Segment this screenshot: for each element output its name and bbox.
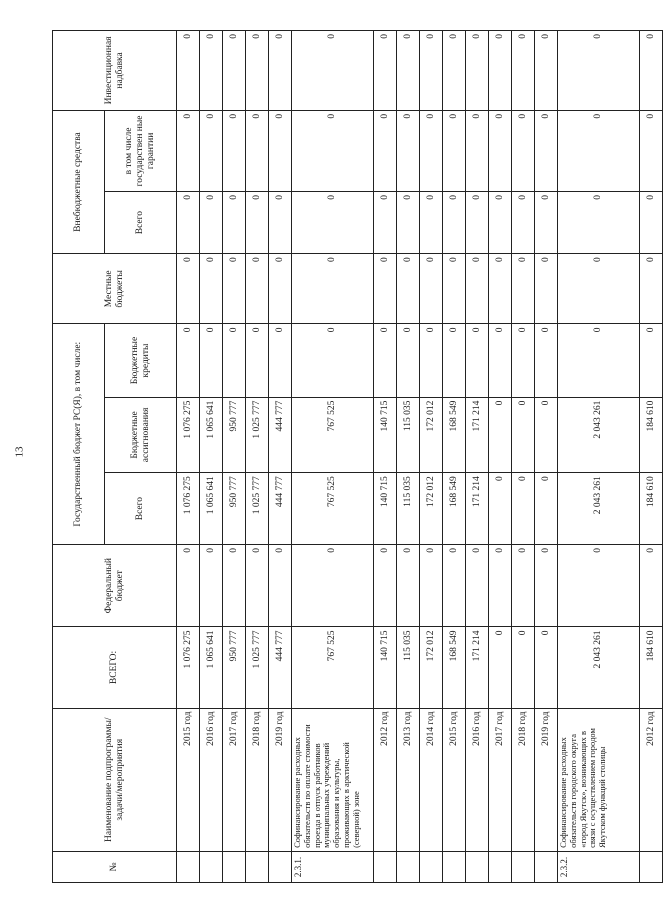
header-state-total: Всего (105, 473, 177, 545)
table-row (443, 31, 466, 883)
cell-state-total: 767 525 (292, 473, 374, 545)
cell-federal: 0 (269, 544, 292, 626)
rotated-page (52, 30, 656, 883)
cell-local: 0 (489, 254, 512, 324)
cell-off-total: 0 (292, 191, 374, 253)
cell-federal: 0 (640, 544, 663, 626)
cell-invest: 0 (269, 31, 292, 111)
cell-federal: 0 (246, 544, 269, 626)
cell-federal: 0 (374, 544, 397, 626)
cell-invest: 0 (489, 31, 512, 111)
cell-assign: 115 035 (397, 397, 420, 473)
row-name: Софинансирование расходных обязательств по оплате стоимости проезда в отпуск работников муниципальных учреждений образования и культуры, проживающих в арктической (северной) зоне (292, 708, 374, 851)
cell-credit: 0 (640, 324, 663, 397)
cell-federal: 0 (512, 544, 535, 626)
row-name: 2015 год (443, 708, 466, 851)
cell-invest: 0 (640, 31, 663, 111)
cell-total: 184 610 (640, 627, 663, 708)
cell-federal: 0 (466, 544, 489, 626)
cell-off-total: 0 (512, 191, 535, 253)
cell-off-guar: 0 (200, 110, 223, 191)
row-name: 2012 год (640, 708, 663, 851)
cell-state-total: 950 777 (223, 473, 246, 545)
header-offbudget-guar: в том числе государствен ные гарантии (105, 110, 177, 191)
header-local: Местные бюджеты (53, 254, 177, 324)
row-number (374, 851, 397, 882)
cell-off-guar: 0 (223, 110, 246, 191)
row-number (512, 851, 535, 882)
cell-credit: 0 (246, 324, 269, 397)
cell-state-total: 172 012 (420, 473, 443, 545)
cell-assign: 184 610 (640, 397, 663, 473)
cell-off-total: 0 (246, 191, 269, 253)
cell-total: 168 549 (443, 627, 466, 708)
cell-federal: 0 (223, 544, 246, 626)
table-header (53, 31, 177, 883)
cell-local: 0 (223, 254, 246, 324)
cell-credit: 0 (374, 324, 397, 397)
table-row (489, 31, 512, 883)
cell-invest: 0 (200, 31, 223, 111)
table-row (177, 31, 200, 883)
row-number: 2.3.1. (292, 851, 374, 882)
row-number (177, 851, 200, 882)
cell-state-total: 115 035 (397, 473, 420, 545)
budget-table (52, 30, 663, 883)
cell-total: 140 715 (374, 627, 397, 708)
cell-assign: 168 549 (443, 397, 466, 473)
cell-off-guar: 0 (558, 110, 640, 191)
cell-off-total: 0 (269, 191, 292, 253)
table-row (200, 31, 223, 883)
cell-credit: 0 (200, 324, 223, 397)
cell-local: 0 (292, 254, 374, 324)
cell-off-total: 0 (374, 191, 397, 253)
header-state: Государственный бюджет РС(Я), в том числе: (53, 324, 105, 544)
table-row (246, 31, 269, 883)
row-name: 2017 год (489, 708, 512, 851)
cell-invest: 0 (177, 31, 200, 111)
cell-credit: 0 (269, 324, 292, 397)
cell-state-total: 0 (512, 473, 535, 545)
table-row (512, 31, 535, 883)
row-name: 2017 год (223, 708, 246, 851)
table-row (374, 31, 397, 883)
cell-credit: 0 (223, 324, 246, 397)
cell-invest: 0 (443, 31, 466, 111)
cell-invest: 0 (558, 31, 640, 111)
cell-invest: 0 (512, 31, 535, 111)
row-name: 2012 год (374, 708, 397, 851)
cell-total: 1 076 275 (177, 627, 200, 708)
cell-off-guar: 0 (374, 110, 397, 191)
row-name: 2019 год (269, 708, 292, 851)
cell-credit: 0 (397, 324, 420, 397)
cell-total: 767 525 (292, 627, 374, 708)
row-name: Софинансирование расходных обязательств городского округа «город Якутск», возникающих в связи с осуществлением городом Якутском функций столицы (558, 708, 640, 851)
cell-total: 1 065 641 (200, 627, 223, 708)
cell-local: 0 (512, 254, 535, 324)
cell-invest: 0 (374, 31, 397, 111)
cell-federal: 0 (489, 544, 512, 626)
cell-total: 1 025 777 (246, 627, 269, 708)
cell-total: 115 035 (397, 627, 420, 708)
cell-invest: 0 (246, 31, 269, 111)
cell-federal: 0 (177, 544, 200, 626)
cell-assign: 2 043 261 (558, 397, 640, 473)
cell-state-total: 2 043 261 (558, 473, 640, 545)
cell-assign: 171 214 (466, 397, 489, 473)
cell-assign: 950 777 (223, 397, 246, 473)
row-name: 2018 год (512, 708, 535, 851)
header-state-credit: Бюджетные кредиты (105, 324, 177, 397)
row-number (420, 851, 443, 882)
cell-off-guar: 0 (443, 110, 466, 191)
cell-federal: 0 (292, 544, 374, 626)
row-number (397, 851, 420, 882)
cell-off-total: 0 (558, 191, 640, 253)
cell-state-total: 171 214 (466, 473, 489, 545)
cell-total: 172 012 (420, 627, 443, 708)
cell-off-total: 0 (535, 191, 558, 253)
cell-credit: 0 (558, 324, 640, 397)
cell-state-total: 0 (489, 473, 512, 545)
row-name: 2015 год (177, 708, 200, 851)
cell-assign: 172 012 (420, 397, 443, 473)
cell-federal: 0 (443, 544, 466, 626)
cell-local: 0 (640, 254, 663, 324)
row-number (443, 851, 466, 882)
row-number: 2.3.2. (558, 851, 640, 882)
cell-federal: 0 (558, 544, 640, 626)
header-offbudget: Внебюджетные средства (53, 110, 105, 253)
cell-off-total: 0 (640, 191, 663, 253)
table-row (640, 31, 663, 883)
table-body (177, 31, 663, 883)
table-row (420, 31, 443, 883)
row-name: 2014 год (420, 708, 443, 851)
cell-off-total: 0 (420, 191, 443, 253)
cell-state-total: 444 777 (269, 473, 292, 545)
page-number: 13 (13, 446, 26, 458)
cell-credit: 0 (292, 324, 374, 397)
cell-credit: 0 (466, 324, 489, 397)
cell-local: 0 (397, 254, 420, 324)
cell-off-guar: 0 (640, 110, 663, 191)
cell-assign: 0 (489, 397, 512, 473)
row-number (535, 851, 558, 882)
row-name: 2016 год (466, 708, 489, 851)
cell-total: 0 (489, 627, 512, 708)
row-number (640, 851, 663, 882)
cell-state-total: 1 065 641 (200, 473, 223, 545)
row-number (489, 851, 512, 882)
cell-invest: 0 (535, 31, 558, 111)
cell-state-total: 0 (535, 473, 558, 545)
cell-off-total: 0 (466, 191, 489, 253)
cell-assign: 0 (512, 397, 535, 473)
row-number (269, 851, 292, 882)
cell-off-total: 0 (177, 191, 200, 253)
cell-state-total: 184 610 (640, 473, 663, 545)
cell-federal: 0 (535, 544, 558, 626)
row-name: 2019 год (535, 708, 558, 851)
cell-local: 0 (558, 254, 640, 324)
row-number (200, 851, 223, 882)
row-name: 2016 год (200, 708, 223, 851)
table-row (292, 31, 374, 883)
cell-credit: 0 (177, 324, 200, 397)
header-no: № (53, 851, 177, 882)
cell-local: 0 (200, 254, 223, 324)
header-invest: Инвестиционная надбавка (53, 31, 177, 111)
cell-invest: 0 (223, 31, 246, 111)
cell-off-guar: 0 (269, 110, 292, 191)
cell-local: 0 (420, 254, 443, 324)
cell-off-total: 0 (489, 191, 512, 253)
row-name: 2013 год (397, 708, 420, 851)
cell-state-total: 140 715 (374, 473, 397, 545)
cell-local: 0 (443, 254, 466, 324)
cell-invest: 0 (420, 31, 443, 111)
cell-total: 950 777 (223, 627, 246, 708)
row-number (246, 851, 269, 882)
cell-invest: 0 (292, 31, 374, 111)
cell-assign: 0 (535, 397, 558, 473)
cell-local: 0 (374, 254, 397, 324)
row-number (466, 851, 489, 882)
header-offbudget-total: Всего (105, 191, 177, 253)
cell-total: 0 (535, 627, 558, 708)
table-row (558, 31, 640, 883)
header-state-assign: Бюджетные ассигнования (105, 397, 177, 473)
header-name: Наименование подпрограммы/задачи/мероприятия (53, 708, 177, 851)
cell-off-total: 0 (443, 191, 466, 253)
cell-assign: 767 525 (292, 397, 374, 473)
cell-total: 444 777 (269, 627, 292, 708)
table-row (535, 31, 558, 883)
cell-credit: 0 (489, 324, 512, 397)
table-row (269, 31, 292, 883)
cell-federal: 0 (200, 544, 223, 626)
row-number (223, 851, 246, 882)
cell-assign: 140 715 (374, 397, 397, 473)
cell-invest: 0 (466, 31, 489, 111)
cell-federal: 0 (397, 544, 420, 626)
cell-off-guar: 0 (512, 110, 535, 191)
cell-total: 2 043 261 (558, 627, 640, 708)
cell-credit: 0 (512, 324, 535, 397)
cell-local: 0 (246, 254, 269, 324)
cell-federal: 0 (420, 544, 443, 626)
cell-off-total: 0 (397, 191, 420, 253)
table-row (223, 31, 246, 883)
cell-assign: 1 065 641 (200, 397, 223, 473)
header-total: ВСЕГО: (53, 627, 177, 708)
cell-local: 0 (177, 254, 200, 324)
cell-off-guar: 0 (292, 110, 374, 191)
cell-credit: 0 (535, 324, 558, 397)
cell-off-guar: 0 (420, 110, 443, 191)
cell-off-total: 0 (223, 191, 246, 253)
cell-local: 0 (535, 254, 558, 324)
cell-off-total: 0 (200, 191, 223, 253)
header-federal: Федеральный бюджет (53, 544, 177, 626)
cell-state-total: 1 076 275 (177, 473, 200, 545)
cell-off-guar: 0 (246, 110, 269, 191)
cell-total: 171 214 (466, 627, 489, 708)
cell-off-guar: 0 (397, 110, 420, 191)
cell-state-total: 1 025 777 (246, 473, 269, 545)
row-name: 2018 год (246, 708, 269, 851)
cell-off-guar: 0 (466, 110, 489, 191)
cell-state-total: 168 549 (443, 473, 466, 545)
cell-assign: 1 076 275 (177, 397, 200, 473)
table-row (466, 31, 489, 883)
cell-assign: 444 777 (269, 397, 292, 473)
table-row (397, 31, 420, 883)
cell-total: 0 (512, 627, 535, 708)
cell-credit: 0 (443, 324, 466, 397)
cell-off-guar: 0 (535, 110, 558, 191)
cell-local: 0 (269, 254, 292, 324)
cell-local: 0 (466, 254, 489, 324)
cell-off-guar: 0 (489, 110, 512, 191)
cell-invest: 0 (397, 31, 420, 111)
cell-assign: 1 025 777 (246, 397, 269, 473)
cell-credit: 0 (420, 324, 443, 397)
cell-off-guar: 0 (177, 110, 200, 191)
